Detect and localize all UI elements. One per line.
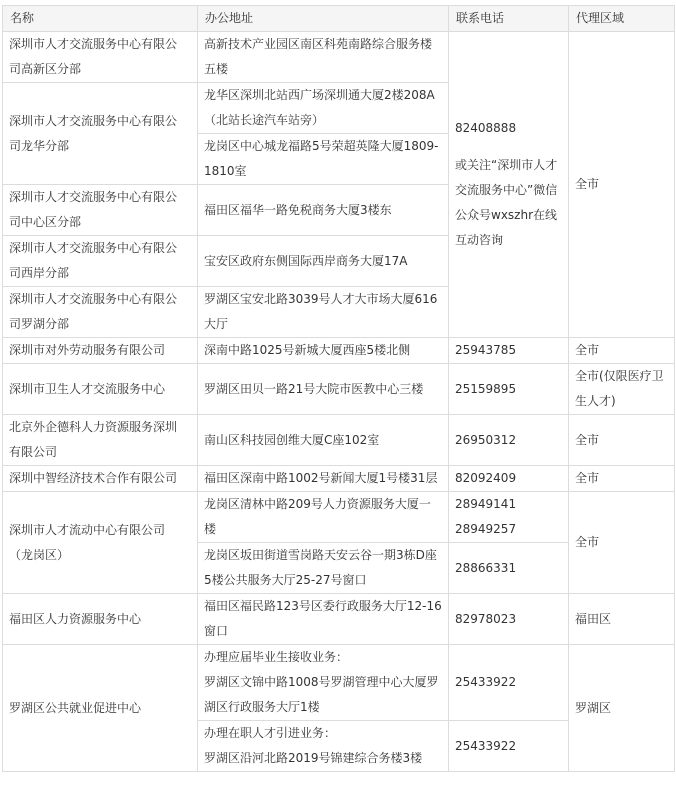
shared-area: 全市 (569, 32, 675, 338)
org-address-multi (198, 721, 449, 772)
org-address: 高新技术产业园区南区科苑南路综合服务楼五楼 (198, 32, 449, 83)
table-row (3, 492, 675, 543)
org-address: 罗湖区沿河北路2019号锦建综合务楼3楼 (204, 751, 423, 765)
org-area: 全市 (569, 492, 675, 594)
header-address: 办公地址 (198, 6, 449, 32)
table-row (3, 466, 675, 492)
table-header-row (3, 6, 675, 32)
header-name: 名称 (3, 6, 198, 32)
org-name: 深圳市人才交流服务中心有限公司高新区分部 (3, 32, 198, 83)
org-area: 全市 (569, 415, 675, 466)
org-area: 福田区 (569, 594, 675, 645)
org-address: 南山区科技园创维大厦C座102室 (198, 415, 449, 466)
org-address: 福田区福华一路免税商务大厦3楼东 (198, 185, 449, 236)
header-area: 代理区域 (569, 6, 675, 32)
org-name: 深圳市人才交流服务中心有限公司龙华分部 (3, 83, 198, 185)
org-address: 罗湖区田贝一路21号大院市医教中心三楼 (198, 364, 449, 415)
org-phone: 25943785 (449, 338, 569, 364)
org-address: 福田区深南中路1002号新闻大厦1号楼31层 (198, 466, 449, 492)
org-phone: 25433922 (449, 645, 569, 721)
wechat-note: 或关注“深圳市人才交流服务中心”微信公众号wxszhr在线互动咨询 (455, 158, 558, 247)
org-address: 罗湖区文锦中路1008号罗湖管理中心大厦罗湖区行政服务大厅1楼 (204, 675, 439, 714)
org-phone: 25159895 (449, 364, 569, 415)
table-row (3, 364, 675, 415)
org-address: 福田区福民路123号区委行政服务大厅12-16窗口 (198, 594, 449, 645)
org-address-multi (198, 645, 449, 721)
org-name: 深圳市卫生人才交流服务中心 (3, 364, 198, 415)
org-address: 龙华区深圳北站西广场深圳通大厦2楼208A（北站长途汽车站旁） (198, 83, 449, 134)
org-phone: 28866331 (449, 543, 569, 594)
table-row (3, 645, 675, 721)
shared-phone-cell (449, 32, 569, 338)
org-phone: 28949141 (455, 497, 517, 511)
org-address: 龙岗区清林中路209号人力资源服务大厦一楼 (198, 492, 449, 543)
address-label: 办理应届毕业生接收业务： (204, 650, 349, 664)
org-phone: 26950312 (449, 415, 569, 466)
table-row (3, 594, 675, 645)
org-name: 罗湖区公共就业促进中心 (3, 645, 198, 772)
org-address: 罗湖区宝安北路3039号人才大市场大厦616大厅 (198, 287, 449, 338)
org-address: 龙岗区坂田街道雪岗路天安云谷一期3栋D座5楼公共服务大厅25-27号窗口 (198, 543, 449, 594)
org-name: 福田区人力资源服务中心 (3, 594, 198, 645)
shared-phone: 82408888 (455, 121, 517, 135)
org-name: 北京外企德科人力资源服务深圳有限公司 (3, 415, 198, 466)
table-row (3, 338, 675, 364)
org-phone-multi (449, 492, 569, 543)
address-label: 办理在职人才引进业务： (204, 726, 337, 740)
agency-table (2, 5, 675, 772)
org-name: 深圳中智经济技术合作有限公司 (3, 466, 198, 492)
header-phone: 联系电话 (449, 6, 569, 32)
org-phone: 25433922 (449, 721, 569, 772)
org-address: 宝安区政府东侧国际西岸商务大厦17A (198, 236, 449, 287)
org-name: 深圳市人才交流服务中心有限公司罗湖分部 (3, 287, 198, 338)
org-phone: 28949257 (455, 522, 517, 536)
org-address: 龙岗区中心城龙福路5号荣超英隆大厦1809-1810室 (198, 134, 449, 185)
org-name: 深圳市人才交流服务中心有限公司西岸分部 (3, 236, 198, 287)
table-row (3, 32, 675, 83)
org-name: 深圳市对外劳动服务有限公司 (3, 338, 198, 364)
org-address: 深南中路1025号新城大厦西座5楼北侧 (198, 338, 449, 364)
org-area: 全市 (569, 338, 675, 364)
table-row (3, 415, 675, 466)
org-area: 全市(仅限医疗卫生人才) (569, 364, 675, 415)
org-area: 罗湖区 (569, 645, 675, 772)
org-phone: 82978023 (449, 594, 569, 645)
org-area: 全市 (569, 466, 675, 492)
org-phone: 82092409 (449, 466, 569, 492)
org-name: 深圳市人才流动中心有限公司（龙岗区） (3, 492, 198, 594)
org-name: 深圳市人才交流服务中心有限公司中心区分部 (3, 185, 198, 236)
